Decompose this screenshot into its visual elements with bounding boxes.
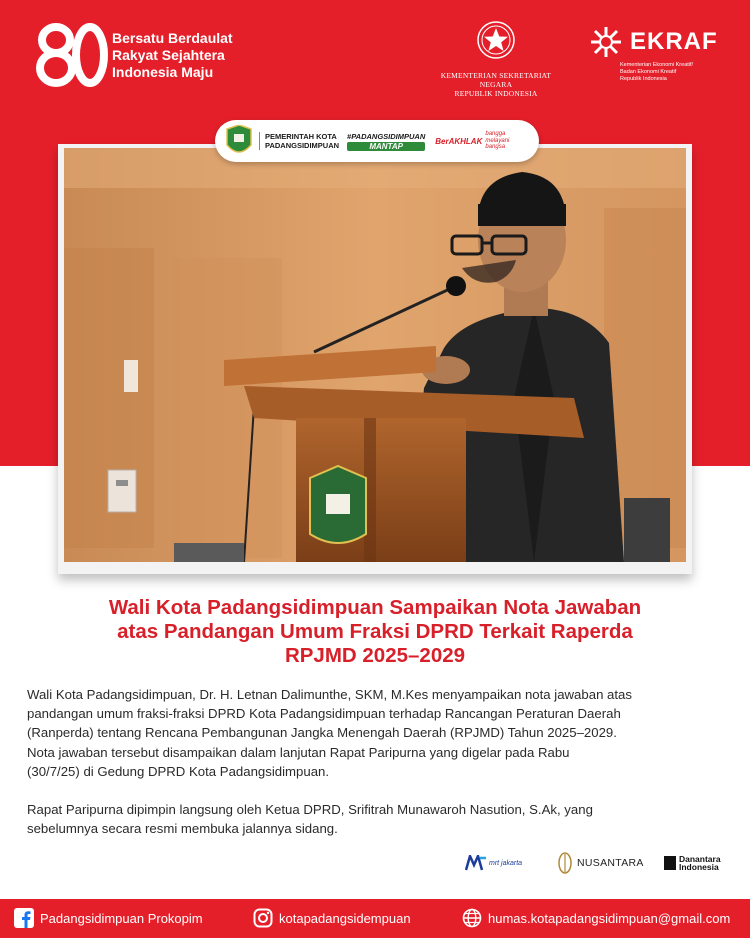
ekraf-mark-icon [588,24,624,60]
ekraf-sub-1: Kementerian Ekonomi Kreatif/ [620,62,694,68]
ekraf-name: EKRAF [630,28,718,55]
kemensetneg-line-1: KEMENTERIAN SEKRETARIAT NEGARA [440,71,552,89]
logo-80-years [36,22,108,88]
footer-bar [0,899,750,938]
pemko-line-1: PEMERINTAH KOTA [265,132,337,141]
nusantara-logo [557,850,644,876]
danantara-line-1: Danantara [679,853,721,864]
p2-line-1: Rapat Paripurna dipimpin langsung oleh Ketua DPRD, Srifitrah Munawaroh Nasution, S.Ak, yang [27,802,593,818]
article-title [20,596,730,668]
bangga-line-3: bangsa [485,144,506,151]
facebook-link[interactable] [14,907,203,929]
pemko-line-2: PADANGSIDIMPUAN [265,141,340,150]
mantap-logo [347,132,425,151]
ekraf-sub-3: Republik Indonesia [620,76,667,82]
mrt-text: mrt jakarta [489,859,523,867]
berakhlak-text: BerAKHLAK [435,136,483,146]
bangga-line-1: bangga [485,131,506,138]
p1-line-5: (30/7/25) di Gedung DPRD Kota Padangsidimpuan. [27,763,330,779]
bangga-melayani-logo [485,131,509,151]
danantara-logo [664,850,721,876]
tagline-line-3: Indonesia Maju [112,64,214,80]
instagram-link[interactable] [253,907,411,929]
instagram-text: kotapadangsidempuan [279,910,411,926]
p1-line-3: (Ranperda) tentang Rencana Pembangunan Jangka Menengah Daerah (RPJMD) Tahun 2025–2029. [27,725,617,741]
title-line-2: atas Pandangan Umum Fraksi DPRD Terkait Raperda [117,620,633,643]
p1-line-4: Nota jawaban tersebut disampaikan dalam lanjutan Rapat Paripurna yang digelar pada Rabu [27,744,570,760]
pemko-text [259,132,339,150]
email-link[interactable] [462,907,730,929]
anniversary-tagline [112,30,233,81]
mantap-text: MANTAP [347,142,425,151]
ekraf-sub-2: Badan Ekonomi Kreatif [620,69,677,75]
title-line-3: RPJMD 2025–2029 [284,644,466,667]
mrt-jakarta-logo [465,850,522,876]
paragraph-2 [27,800,727,838]
instagram-icon [253,908,273,928]
nusantara-mark-icon [557,852,573,874]
danantara-line-2: Indonesia [679,862,719,872]
article-body [27,685,727,838]
pemko-emblem-icon [225,125,253,157]
facebook-icon [14,908,34,928]
paragraph-1 [27,685,727,781]
mrt-mark-icon [465,855,487,871]
p1-line-2: pandangan umum fraksi-fraksi DPRD Kota Padangsidimpuan terhadap Rancangan Peraturan Daerah [27,706,621,722]
danantara-mark-icon [664,856,676,870]
title-line-1: Wali Kota Padangsidimpuan Sampaikan Nota Jawaban [108,596,642,619]
danantara-text [679,855,721,872]
bangga-line-2: melayani [485,137,510,144]
kemensetneg-line-2: REPUBLIK INDONESIA [454,89,538,98]
speaker-at-podium-illustration [64,148,686,562]
p1-line-1: Wali Kota Padangsidimpuan, Dr. H. Letnan Dalimunthe, SKM, M.Kes menyampaikan nota jawaban atas [27,687,632,702]
news-photo [64,148,686,562]
ekraf-logo [588,24,738,83]
email-text: humas.kotapadangsidimpuan@gmail.com [488,910,731,926]
p2-line-2: sebelumnya secara resmi membuka jalannya sidang. [27,821,338,837]
facebook-text: Padangsidimpuan Prokopim [40,910,203,926]
star-emblem-icon [476,20,516,60]
kemensetneg-logo [440,20,552,98]
nusantara-text: NUSANTARA [577,857,644,869]
hashtag-text: #PADANGSIDIMPUAN [347,131,426,141]
globe-icon [462,908,482,928]
pemko-banner [215,120,539,162]
tagline-line-1: Bersatu Berdaulat [112,30,233,46]
tagline-line-2: Rakyat Sejahtera [112,47,225,63]
